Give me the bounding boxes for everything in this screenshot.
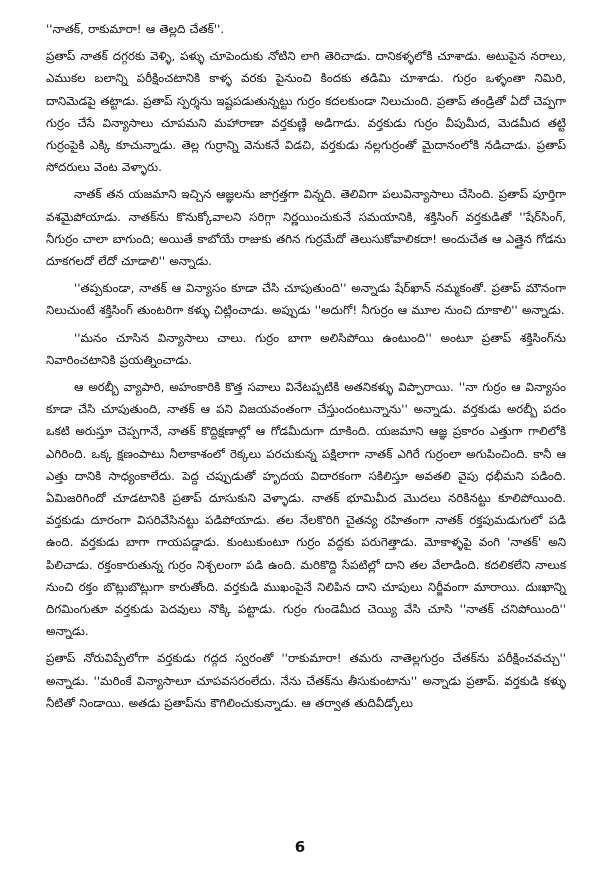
paragraph-4: ''తప్పకుండా, నాతక్ ఆ విన్యాసం కూడా చేసి చూపుతుంది'' అన్నాడు షేర్‌ఖాన్ నమ్మకంతో. ప్రతాప్ మౌనంగా నిలుచుంటే శక్తిసింగ్ తుంటరిగా కళ్ళు చిట్లించాడు. అప్పుడు ''అదుగో! నీగుర్రం ఆ మూల నుంచి దూకాలి'' అన్నాడు. [46, 281, 566, 318]
paragraph-2: ప్రతాప్ నాతక్ దగ్గరకు వెళ్ళి, పళ్ళు చూపెందుకు నోటిని లాగి తెరిచాడు. దానికళ్ళలోకి చూశాడు. అటుపైన నరాలు, ఎముకల బలాన్ని పరీక్షించటానికి కాళ్ళ వరకు పైనుంచి కిందకు తడిమి చూశాడు. గుర్రం ఒళ్ళంతా నిమిరి, దానిమెడపై తట్టాడు. ప్రతాప్ స్పర్శను ఇష్టపడుతున్నట్టు గుర్రం కదలకుండా నిలుచుంది. ప్రతాప్ తండ్రితో ఏదో చెప్పగా గుర్రం చేసే విన్యాసాలు చూపమని మహారాణా వర్తకుణ్ణి అడిగాడు. వర్తకుడు గుర్రం వీపుమీద, మెడమీద తట్టి గుర్రంపైకి ఎక్కి కూచున్నాడు. తెల్ల గుర్రాన్ని వెనుకనే విడచి, వర్తకుడు నల్లగుర్రంతో మైదానంలోకి నడిచాడు. ప్రతాప్ సోదరులు వెంట వెళ్ళారు. [46, 49, 566, 175]
paragraph-6: ఆ అరబ్బీ వ్యాపారి, అహంకారికి కొత్త సవాలు వినేటప్పటికి అతనికళ్ళు విప్పారాయి. ''నా గుర్రం ఆ విన్యాసం కూడా చేసి చూపుతుంది, నాతక్ ఆ పని విజయవంతంగా చేస్తుందంటున్నాను'' అన్నాడు. వర్తకుడు అరబ్బీ పదం ఒకటి అరుస్తూ చెప్పగానే, నాతక్ కొద్దిక్షణాల్లో ఆ గోడమీదుగా దూకింది. యజమాని ఆజ్ఞ ప్రకారం ఎత్తుగా గాలిలోకి ఎగిరింది. ఒక్క క్షణంపాటు నీలాకాశంలో రెక్కలు పరచుకున్న పక్షిలాగా నాతక్ ఎగిరే గుర్రంలా అగుపించింది. కానీ ఆ ఎత్తు దానికి సాధ్యంకాలేదు. పెద్ద చప్పుడుతో హృదయ విదారకంగా సకిలిస్తూ అవతలి వైపు ధభీమని పడింది. ఏమిజరిగిందో చూడటానికి ప్రతాప్ దూసుకుని వెళ్ళాడు. నాతక్ భూమిమీద మొదలు నరికినట్టు కూలిపోయింది. వర్తకుడు దూరంగా విసరివేసినట్టు పడిపోయాడు. తల నేలకొరిగి చైతన్య రహితంగా నాతక్ రక్తపుమడుగులో పడి ఉంది. వర్తకుడు బాగా గాయపడ్డాడు. కుంటుకుంటూ గుర్రం వద్దకు పరుగెత్తాడు. మోకాళ్ళపై వంగి 'నాతక్' అని పిలిచాడు. రక్తంకారుతున్న గుర్రం నిశ్చలంగా పడి ఉంది. మరికొద్ది సేపటిల్లో దాని తల వేలాడింది. కదలికలేని నాలుక నుంచి రక్తం బొట్లుబొట్లుగా కారుతోంది. వర్తకుడి ముఖంపైనే నిలిపిన దాని చూపులు నిర్జీవంగా మారాయి. దుఃఖాన్ని దిగమింగుతూ వర్తకుడు పెదవులు నొక్కి పట్టాడు. గుర్రం గుండెమీద చెయ్యి వేసి చూసి ''నాతక్ చనిపోయింది'' అన్నాడు. [46, 380, 566, 639]
page-number: 6 [294, 838, 306, 856]
paragraph-1: ''నాతక్, రాకుమారా! ఆ తెల్లది చేతక్''. [46, 22, 225, 36]
paragraph-5: ''మనం చూసిన విన్యాసాలు చాలు. గుర్రం బాగా అలిసిపోయి ఉంటుంది'' అంటూ ప్రతాప్ శక్తిసింగ్‌ను నివారించటానికి ప్రయత్నించాడు. [46, 330, 566, 367]
paragraph-3: నాతక్ తన యజమాని ఇచ్చిన ఆజ్ఞలను జాగ్రత్తగా విన్నది. తెలివిగా పలువిన్యాసాలు చేసింది. ప్రతాప్ పూర్తిగా వశమైపోయాడు. నాతక్‌ను కొనుక్కోవాలని సరిగ్గా నిర్ణయించుకునే సమయానికి, శక్తిసింగ్ వర్తకుడితో ''షేర్‌సింగ్, నీగుర్రం చాలా బాగుంది; అయితే కాబోయే రాజుకు తగిన గుర్రమేదో తెలుసుకోవాలికదా! అందుచేత ఆ ఎత్తైన గోడను దూకగలదో లేదో చూడాలి'' అన్నాడు. [46, 187, 566, 269]
paragraph-7: ప్రతాప్ నోరువిప్పేలోగా వర్తకుడు గద్గద స్వరంతో ''రాకుమారా! తమరు నాతెల్లగుర్రం చేతక్‌ను పరీక్షించవచ్చు'' అన్నాడు. ''మరింకే విన్యాసాలూ చూపవసరంలేదు. నేను చేతక్‌ను తీసుకుంటాను'' అన్నాడు ప్రతాప్. వర్తకుడి కళ్ళు నీటితో నిండాయి. అతడు ప్రతాప్‌ను కౌగిలించుకున్నాడు. ఆ తర్వాత తుదివీడ్కోలు [46, 651, 566, 710]
